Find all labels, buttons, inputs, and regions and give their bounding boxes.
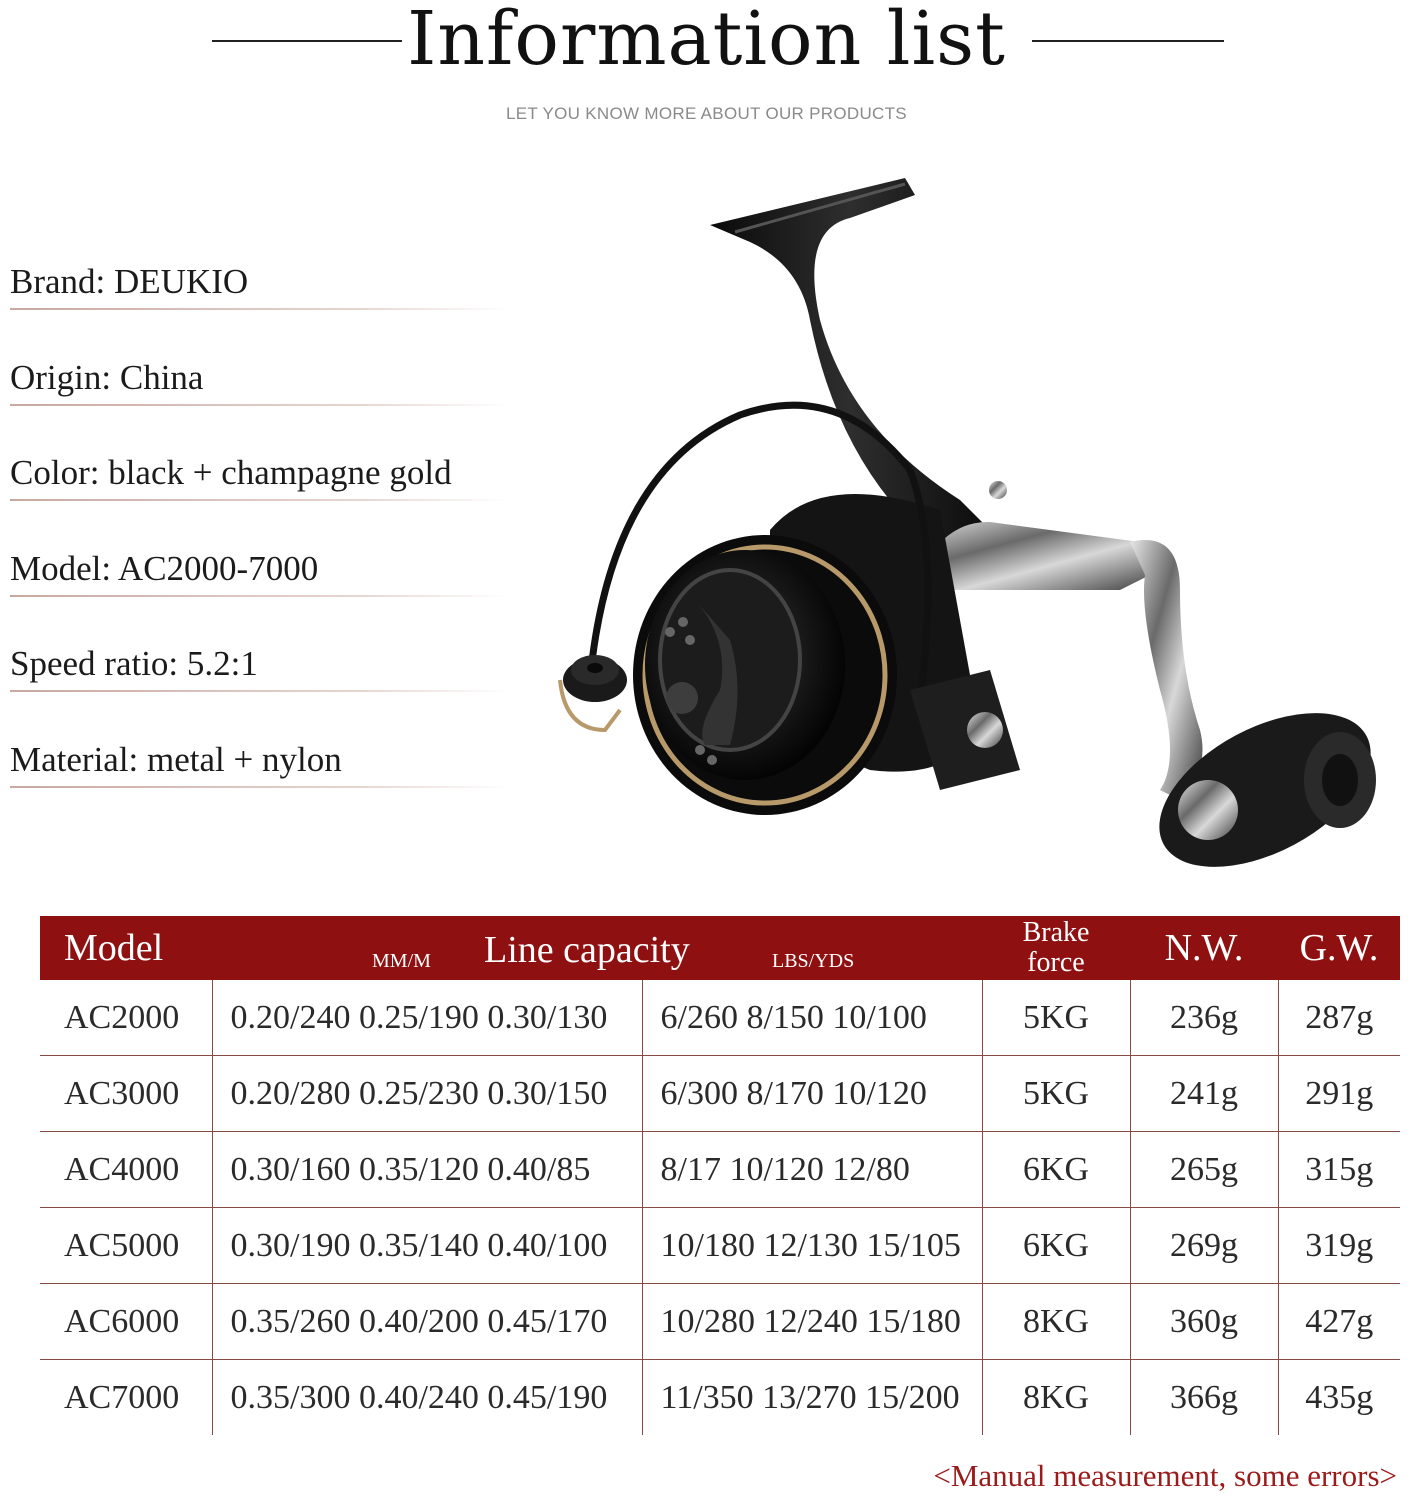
cell-net-weight: 241g [1130,1056,1278,1132]
page-title: Information list [407,0,1006,82]
header-lbs-unit: LBS/YDS [772,950,855,972]
cell-brake-force: 6KG [982,1208,1130,1284]
cell-mm-capacity: 0.30/160 0.35/120 0.40/85 [212,1132,642,1208]
spec-underline [10,404,510,406]
spec-brand [10,262,510,310]
header-model: Model [64,927,164,969]
cell-model: AC7000 [64,1378,180,1416]
spinning-reel-image [520,170,1400,870]
header-brake-line1: Brake [1022,917,1090,948]
cell-brake-force: 8KG [982,1284,1130,1360]
spec-underline [10,595,510,597]
cell-mm-capacity: 0.20/280 0.25/230 0.30/150 [212,1056,642,1132]
cell-lbs-capacity: 10/180 12/130 15/105 [642,1208,982,1284]
table-row [40,1284,1400,1360]
cell-net-weight: 360g [1130,1284,1278,1360]
table-row [40,1056,1400,1132]
cell-model: AC5000 [40,1208,212,1284]
table-row [40,1360,1400,1436]
cell-lbs-capacity: 8/17 10/120 12/80 [642,1132,982,1208]
cell-brake-force: 6KG [982,1132,1130,1208]
title-section [0,0,1413,90]
spec-label: Brand: DEUKIO [10,262,249,301]
cell-lbs-capacity: 6/260 8/150 10/100 [642,980,982,1056]
cell-gross-weight: 435g [1278,1360,1400,1436]
cell-mm-capacity: 0.35/260 0.40/200 0.45/170 [212,1284,642,1360]
measurement-note: <Manual measurement, some errors> [933,1458,1397,1493]
cell-brake-force: 5KG [982,1056,1130,1132]
spec-underline [10,499,510,501]
header-net-weight: N.W. [1164,927,1244,969]
spec-underline [10,690,510,692]
cell-model: AC4000 [40,1132,212,1208]
cell-gross-weight: 315g [1278,1132,1400,1208]
spec-underline [10,786,510,788]
cell-net-weight: 265g [1130,1132,1278,1208]
cell-gross-weight: 291g [1278,1056,1400,1132]
spec-material [10,740,510,788]
spec-label: Color: black + champagne gold [10,453,452,492]
page-subtitle: LET YOU KNOW MORE ABOUT OUR PRODUCTS [506,104,907,123]
spec-label: Model: AC2000-7000 [10,549,319,588]
cell-mm-capacity: 0.20/240 0.25/190 0.30/130 [212,980,642,1056]
cell-gross-weight: 319g [1278,1208,1400,1284]
header-line-capacity-label: Line capacity [484,929,690,971]
table-row [40,980,1400,1056]
cell-brake-force: 5KG [982,980,1130,1056]
cell-net-weight: 269g [1130,1208,1278,1284]
spec-label: Speed ratio: 5.2:1 [10,644,258,683]
cell-model: AC2000 [40,980,212,1056]
cell-brake-force: 8KG [982,1360,1130,1436]
spec-model [10,549,510,597]
cell-lbs-capacity: 11/350 13/270 15/200 [642,1360,982,1436]
table-header-row [40,916,1400,980]
cell-lbs-capacity: 6/300 8/170 10/120 [642,1056,982,1132]
header-line-capacity [212,916,982,980]
spec-underline [10,308,510,310]
cell-net-weight: 236g [1130,980,1278,1056]
spec-origin [10,358,510,406]
cell-gross-weight: 287g [1278,980,1400,1056]
spec-speed-ratio [10,644,510,692]
cell-model: AC3000 [40,1056,212,1132]
cell-model: AC6000 [40,1284,212,1360]
cell-mm-capacity: 0.30/190 0.35/140 0.40/100 [212,1208,642,1284]
spec-label: Material: metal + nylon [10,740,342,779]
cell-mm-capacity: 0.35/300 0.40/240 0.45/190 [212,1360,642,1436]
header-mm-unit: MM/M [372,950,431,972]
spec-label: Origin: China [10,358,204,397]
title-rule-right [1032,40,1224,42]
spec-color [10,453,510,501]
cell-gross-weight: 427g [1278,1284,1400,1360]
table-row [40,1132,1400,1208]
cell-lbs-capacity: 10/280 12/240 15/180 [642,1284,982,1360]
header-gross-weight: G.W. [1299,927,1379,969]
spec-table [40,916,1400,1435]
cell-net-weight: 366g [1130,1360,1278,1436]
header-brake-line2: force [1027,947,1085,978]
table-row [40,1208,1400,1284]
header-brake-force [982,916,1130,980]
